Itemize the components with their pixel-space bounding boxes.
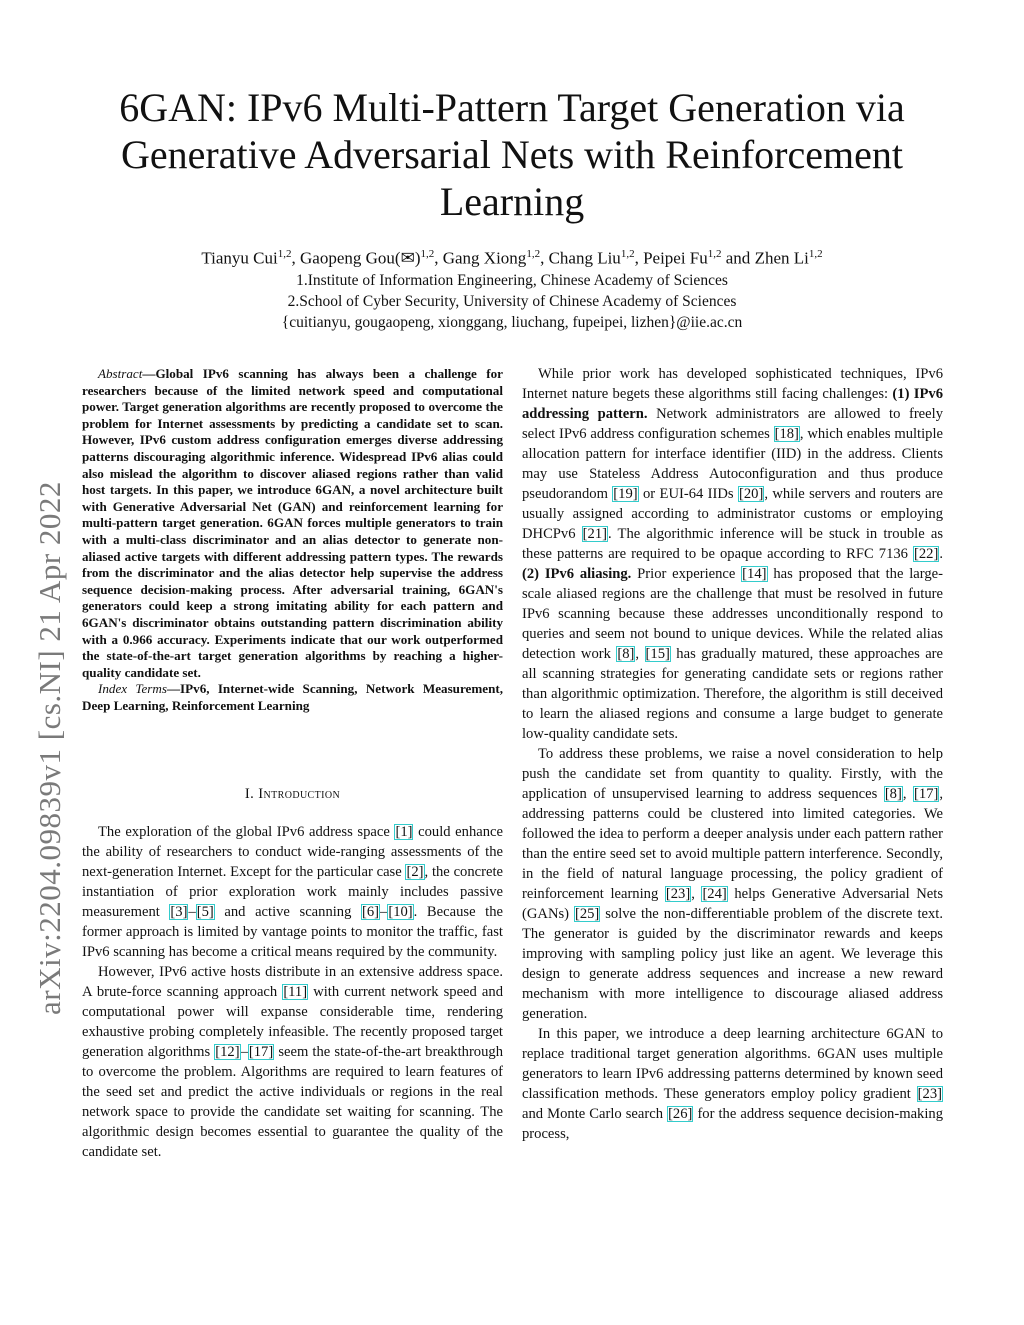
body-text: and active scanning bbox=[214, 904, 362, 920]
author-separator: , bbox=[291, 248, 300, 268]
citation-link[interactable]: [21] bbox=[582, 526, 607, 542]
section-title: Introduction bbox=[258, 786, 341, 802]
body-text: , addressing patterns could be clustered into limited categories. We followed the idea to perform a deeper analysis under each pattern rather than the entire seed set to avoid multiple pattern interference. Secondly, in the field of natural language processing, the policy gradient of reinforcement learning bbox=[522, 786, 944, 902]
abstract-text: —Global IPv6 scanning has always been a challenge for researchers because of the limited network speed and computational power. Target generation algorithms are recently proposed to overcome the problem for Internet assessments by predicting a candidate set to scan. However, IPv6 custom address configuration emerges diverse addressing patterns discouraging algorithmic inference. Widespread IPv6 alias could also mislead the algorithm to discover aliased regions rather than valid host targets. In this paper, we introduce 6GAN, a novel architecture built with Generative Adversarial Net (GAN) and reinforcement learning for multi-pattern target generation. 6GAN forces multiple generators to train with a multi-class discriminator and an alias detector to generate non-aliased active targets with different addressing pattern types. The rewards from the discriminator and the alias detector help supervise the address sequence decision-making process. After adversarial training, 6GAN's generators could keep a strong imitating ability for each pattern and 6GAN's discriminator obtains outstanding pattern discrimination ability with a 0.966 accuracy. Experiments indicate that our work outperformed the state-of-the-art target generation algorithms by reaching a higher-quality candidate set. bbox=[82, 366, 503, 680]
citation-link[interactable]: [15] bbox=[645, 646, 670, 662]
author-name-close: ) bbox=[414, 248, 421, 268]
body-text: While prior work has developed sophisticated techniques, IPv6 Internet nature begets these algorithms still facing challenges: bbox=[522, 366, 943, 402]
body-text: and Monte Carlo search bbox=[522, 1106, 668, 1122]
body-paragraph bbox=[522, 364, 943, 744]
title-line: 6GAN: IPv6 Multi-Pattern Target Generation via bbox=[119, 85, 905, 130]
right-column bbox=[522, 364, 943, 1144]
author-name: Tianyu Cui bbox=[201, 248, 278, 268]
body-paragraph bbox=[82, 962, 503, 1162]
body-text: , bbox=[635, 646, 645, 662]
body-text: could enhance the ability of researchers to conduct wide-ranging assessments of the next-generation Internet. Except for the particular case bbox=[82, 824, 503, 880]
citation-link[interactable]: [2] bbox=[406, 864, 424, 880]
citation-link[interactable]: [8] bbox=[617, 646, 635, 662]
abstract-paragraph bbox=[82, 366, 503, 681]
author-name: Peipei Fu bbox=[643, 248, 708, 268]
citation-link[interactable]: [10] bbox=[388, 904, 413, 920]
body-text: , bbox=[902, 786, 914, 802]
citation-link[interactable]: [22] bbox=[914, 546, 939, 562]
author-separator: , bbox=[540, 248, 549, 268]
author-list bbox=[60, 248, 964, 269]
title-line: Generative Adversarial Nets with Reinforcement bbox=[121, 132, 903, 177]
author-conjunction: and bbox=[721, 248, 755, 268]
body-text: seem the state-of-the-art breakthrough to overcome the problem. Algorithms are required to learn features of the seed set and predict the active individuals or regions in the real network space to provide the candidate set waiting for scanning. The algorithmic design becomes essential to guarantee the quality of the candidate set. bbox=[82, 1044, 503, 1160]
author-affiliation-marker: 1,2 bbox=[420, 248, 435, 260]
citation-link[interactable]: [3] bbox=[170, 904, 188, 920]
body-text: for the address sequence decision-making process, bbox=[522, 1106, 943, 1142]
body-paragraph bbox=[82, 822, 503, 962]
author-separator: , bbox=[634, 248, 644, 268]
citation-link[interactable]: [17] bbox=[248, 1044, 274, 1060]
bold-challenge-label: (1) IPv6 addressing pattern. bbox=[522, 386, 943, 422]
citation-link[interactable]: [19] bbox=[613, 486, 638, 502]
author-name: Gang Xiong bbox=[442, 248, 527, 268]
envelope-icon: ✉ bbox=[400, 248, 415, 268]
abstract-label: Abstract bbox=[98, 366, 143, 381]
body-text: . The algorithmic inference will be stuck in trouble as these patterns are required to be opaque according to RFC 7136 bbox=[522, 526, 944, 562]
citation-link[interactable]: [8] bbox=[884, 786, 902, 802]
body-text: Prior experience bbox=[631, 566, 742, 582]
index-terms-text: —IPv6, Internet-wide Scanning, Network Measurement, Deep Learning, Reinforcement Learning bbox=[82, 681, 503, 713]
body-text: The exploration of the global IPv6 address space bbox=[98, 824, 395, 840]
index-terms-label: Index Terms bbox=[98, 681, 167, 697]
body-text: , bbox=[691, 886, 702, 902]
paper-title bbox=[60, 84, 964, 225]
body-text: helps Generative Adversarial Nets (GANs) bbox=[522, 886, 943, 922]
affiliation-line: 1.Institute of Information Engineering, Chinese Academy of Sciences bbox=[296, 272, 728, 289]
citation-link[interactable]: [5] bbox=[196, 904, 214, 920]
author-emails: {cuitianyu, gougaopeng, xionggang, liuchang, fupeipei, lizhen}@iie.ac.cn bbox=[281, 314, 743, 331]
body-text: . Because the former approach is limited by vantage points to monitor the traffic, fast IPv6 scanning has become a critical means required by the community. bbox=[82, 904, 503, 960]
body-text: has gradually matured, these approaches are all scanning strategies for generating candidate sets or regions rather than algorithmic optimization. Therefore, the algorithm is still deceived to learn the aliased regions and consume a large budget to generate low-quality candidate sets. bbox=[522, 646, 944, 742]
citation-link[interactable]: [6] bbox=[362, 904, 380, 920]
body-text: – bbox=[240, 1044, 248, 1060]
body-text: with current network speed and computational power will expanse considerable time, rendering exhaustive probing completely infeasible. The recently proposed target generation algorithms bbox=[82, 984, 503, 1060]
citation-link[interactable]: [23] bbox=[665, 886, 691, 902]
body-text: , which enables multiple allocation pattern for interface identifier (IID) in the address. Clients may use Stateless Address Autoconfiguration and thus produce pseudorandom bbox=[522, 426, 943, 502]
body-paragraph bbox=[522, 1024, 943, 1144]
author-name: Gaopeng Gou( bbox=[300, 248, 401, 268]
section-number: I. bbox=[244, 786, 259, 802]
citation-link[interactable]: [12] bbox=[215, 1044, 240, 1060]
author-affiliation-marker: 1,2 bbox=[808, 248, 823, 260]
body-text: or EUI-64 IIDs bbox=[638, 486, 738, 502]
citation-link[interactable]: [17] bbox=[914, 786, 939, 802]
title-line: Learning bbox=[439, 179, 585, 224]
body-text: In this paper, we introduce a deep learning architecture 6GAN to replace traditional target generation algorithms. 6GAN uses multiple generators to learn IPv6 addressing patterns determined by known seed classification methods. These generators employ policy gradient bbox=[522, 1026, 943, 1102]
citation-link[interactable]: [11] bbox=[283, 984, 308, 1000]
body-text: has proposed that the large-scale aliased regions are the challenge that must be resolved in future IPv6 scanning because these addresses unconditionally respond to queries and seem not bound to unique devices. While the related alias detection work bbox=[522, 566, 944, 662]
citation-link[interactable]: [25] bbox=[574, 906, 600, 922]
body-text: solve the non-differentiable problem of the discrete text. The generator is guided by the discriminator rewards and keeps improving with sampling policy just like an agent. We leverage this design to generate address sequences and increase a new reward mechanism with more intelligence to discourage aliased address generation. bbox=[522, 906, 943, 1022]
author-separator: , bbox=[434, 248, 443, 268]
author-affiliation-marker: 1,2 bbox=[620, 248, 635, 260]
body-text: However, IPv6 active hosts distribute in an extensive address space. A brute-force scanning approach bbox=[82, 964, 503, 1000]
body-text: Network administrators are allowed to freely select IPv6 address configuration schemes bbox=[522, 406, 943, 442]
citation-link[interactable]: [14] bbox=[742, 566, 767, 582]
author-affiliation-marker: 1,2 bbox=[526, 248, 541, 260]
index-terms-paragraph bbox=[82, 681, 503, 714]
body-text: , while servers and routers are usually assigned according to administrator customs or employing DHCPv6 bbox=[522, 486, 943, 542]
author-name: Zhen Li bbox=[754, 248, 809, 268]
body-text: , the concrete instantiation of prior exploration work mainly includes passive measurement bbox=[82, 864, 503, 920]
body-text: – bbox=[380, 904, 388, 920]
citation-link[interactable]: [20] bbox=[738, 486, 764, 502]
author-affiliation-marker: 1,2 bbox=[707, 248, 722, 260]
body-paragraph bbox=[522, 744, 943, 1024]
affiliation-line: 2.School of Cyber Security, University of Chinese Academy of Sciences bbox=[287, 293, 737, 310]
section-heading bbox=[82, 786, 503, 803]
body-text: To address these problems, we raise a novel consideration to help push the candidate set from quantity to quality. Firstly, with the application of unsupervised learning to address sequences bbox=[522, 746, 943, 802]
citation-link[interactable]: [24] bbox=[702, 886, 727, 902]
citation-link[interactable]: [1] bbox=[395, 824, 413, 840]
author-name: Chang Liu bbox=[548, 248, 621, 268]
author-affiliation-marker: 1,2 bbox=[277, 248, 292, 260]
citation-link[interactable]: [18] bbox=[774, 426, 799, 442]
bold-challenge-label: (2) IPv6 aliasing. bbox=[522, 566, 632, 582]
body-text: . bbox=[939, 546, 943, 562]
abstract-block bbox=[82, 366, 503, 714]
arxiv-identifier-stamp: arXiv:2204.09839v1 [cs.NI] 21 Apr 2022 bbox=[32, 481, 67, 1015]
left-column bbox=[82, 822, 503, 1162]
body-text: – bbox=[188, 904, 196, 920]
citation-link[interactable]: [26] bbox=[668, 1106, 693, 1122]
citation-link[interactable]: [23] bbox=[917, 1086, 942, 1102]
